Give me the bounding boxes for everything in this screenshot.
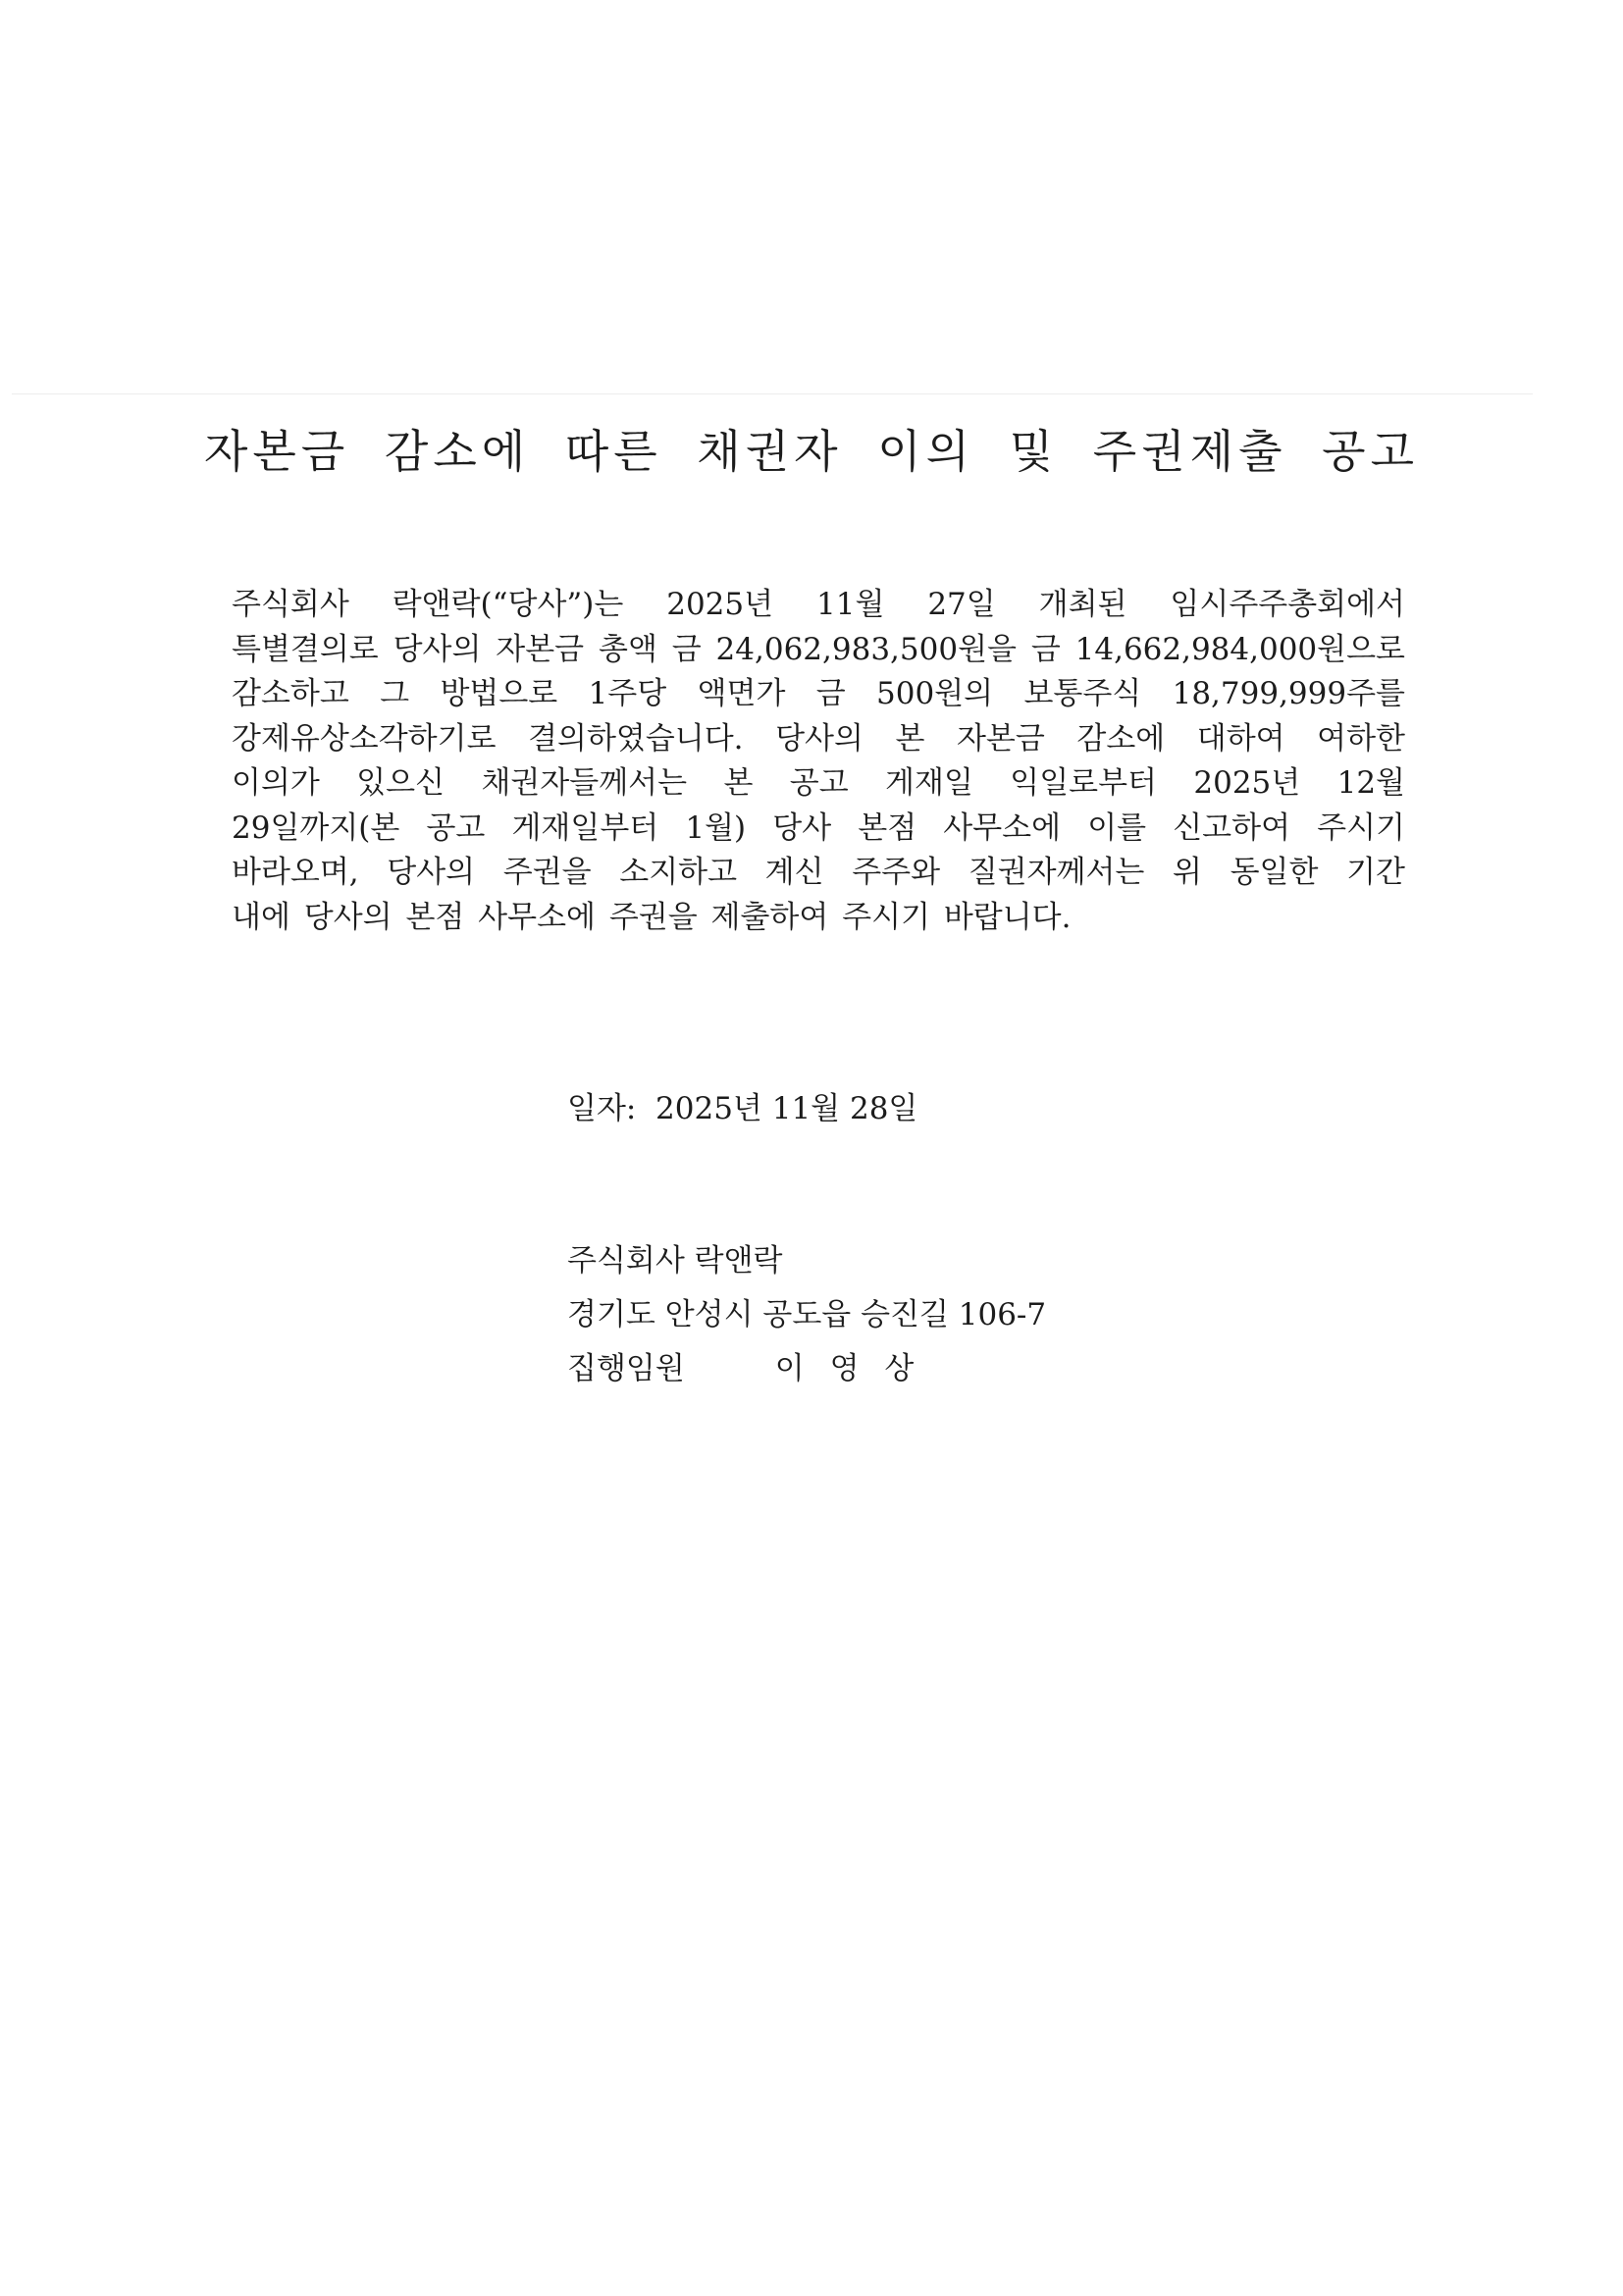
officer-line	[567, 1342, 1046, 1396]
body-line: 주식회사 락앤락(“당사”)는 2025년 11월 27일 개최된 임시주주총회에서	[232, 587, 1405, 622]
body-line: 감소하고 그 방법으로 1주당 액면가 금 500원의 보통주식 18,799,999주를	[232, 676, 1405, 711]
body-line: 특별결의로 당사의 자본금 총액 금 24,062,983,500원을 금 14,662,984,000원으로	[232, 631, 1405, 667]
body-line: 이의가 있으신 채권자들께서는 본 공고 게재일 익일로부터 2025년 12월	[232, 765, 1405, 801]
body-line: 바라오며, 당사의 주권을 소지하고 계신 주주와 질권자께서는 위 동일한 기간	[232, 855, 1405, 890]
body-line: 29일까지(본 공고 게재일부터 1월) 당사 본점 사무소에 이를 신고하여 주시기	[232, 809, 1405, 846]
body-line: 강제유상소각하기로 결의하였습니다. 당사의 본 자본금 감소에 대하여 여하한	[232, 720, 1405, 757]
notice-body	[232, 583, 1405, 940]
notice-date: 일자: 2025년 11월 28일	[567, 1091, 918, 1126]
notice-title: 자본금 감소에 따른 채권자 이의 및 주권제출 공고	[203, 425, 1420, 478]
officer-name: 이 영 상	[774, 1351, 922, 1386]
scan-divider-line	[12, 393, 1533, 394]
company-name: 주식회사 락앤락	[567, 1243, 783, 1278]
company-address: 경기도 안성시 공도읍 승진길 106-7	[567, 1297, 1047, 1332]
officer-title: 집행임원	[567, 1351, 685, 1386]
body-line: 내에 당사의 본점 사무소에 주권을 제출하여 주시기 바랍니다.	[232, 899, 1072, 935]
signature-block	[567, 1234, 1046, 1396]
